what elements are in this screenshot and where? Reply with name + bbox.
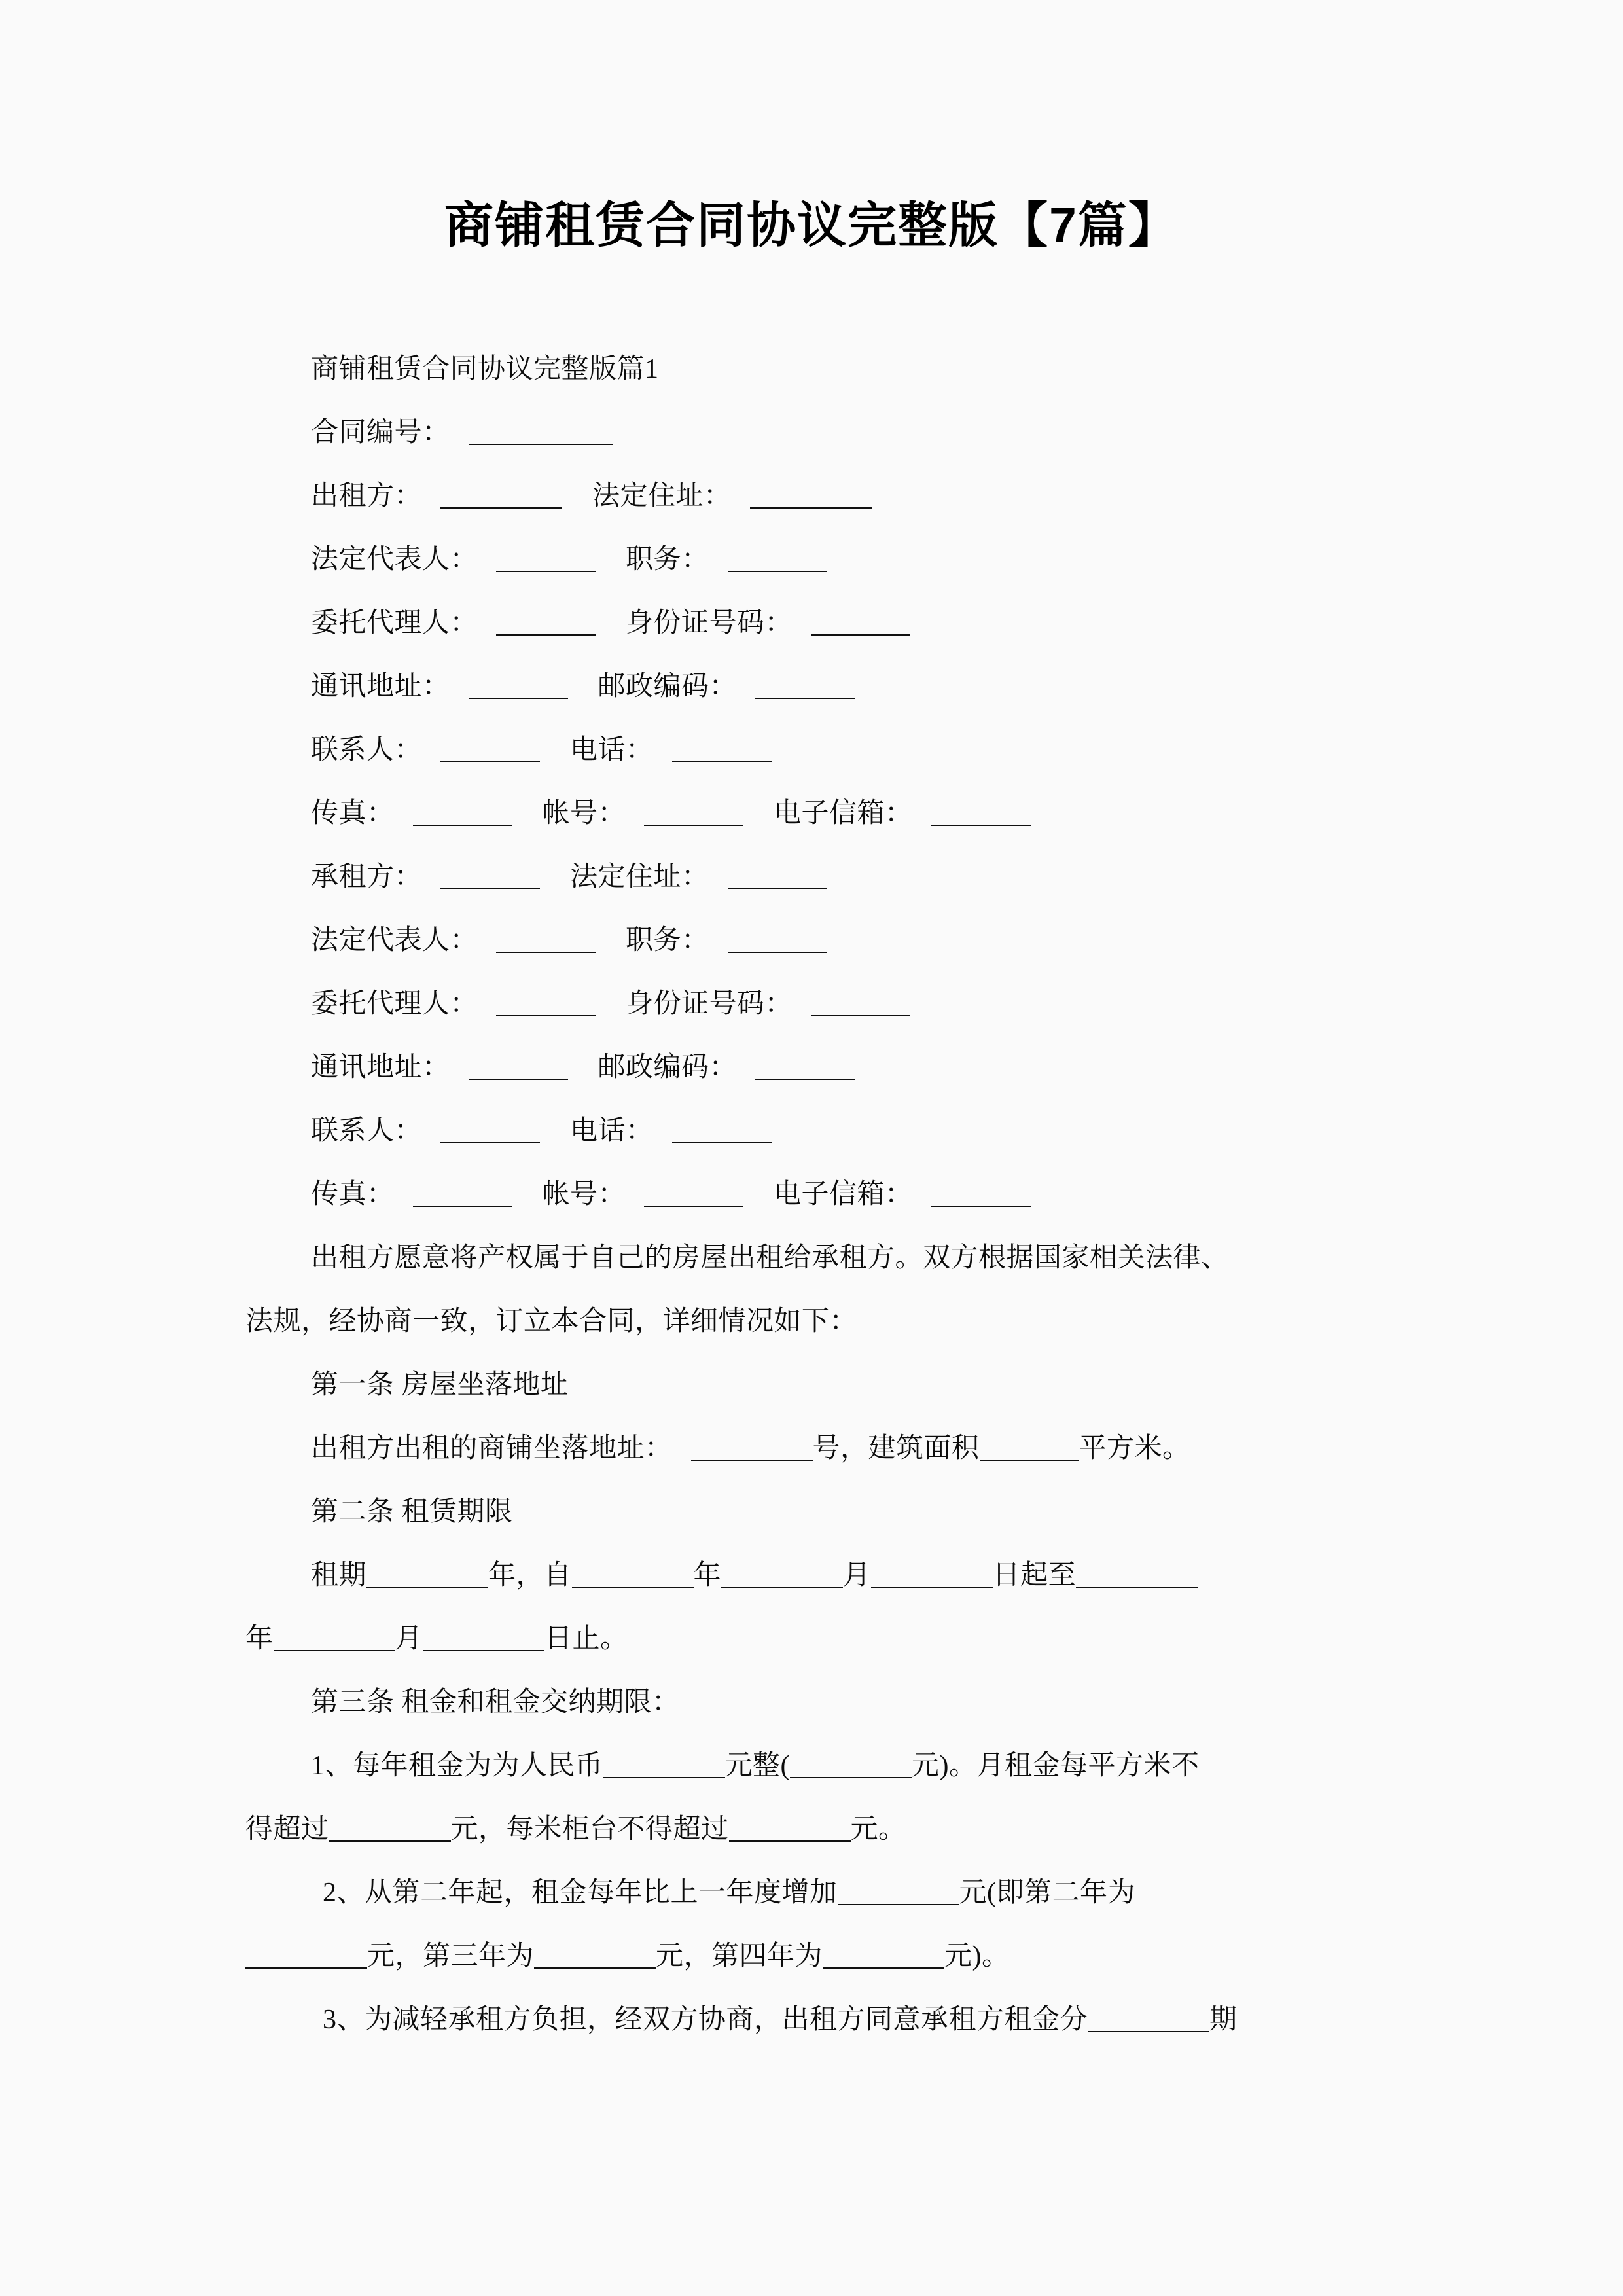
postal-code-label: 邮政编码： <box>597 672 738 702</box>
field-row-lessee-legal-rep <box>245 909 1384 973</box>
article-1-heading <box>245 1354 1384 1417</box>
article-2-text-h: 日止。 <box>544 1624 628 1654</box>
postal-address-label: 通讯地址： <box>311 672 450 702</box>
field-row-lessor-agent <box>245 592 1384 655</box>
id-number-label: 身份证号码： <box>626 608 793 638</box>
article-1-text-end: 平方米。 <box>1079 1433 1190 1463</box>
lessee-account-blank[interactable] <box>644 1186 743 1207</box>
fax-label: 传真： <box>311 798 395 829</box>
lessee-label: 承租方： <box>311 862 423 892</box>
article-1-text-pre: 出租方出租的商铺坐落地址： <box>311 1433 673 1463</box>
lessor-contact-blank[interactable] <box>440 742 540 762</box>
field-row-lessee <box>245 846 1384 909</box>
article-1-area-blank[interactable] <box>980 1440 1079 1461</box>
item-1-max-per-sqm-blank[interactable] <box>329 1821 451 1842</box>
field-row-lessor-contact <box>245 719 1384 782</box>
legal-representative-label: 法定代表人： <box>311 925 478 956</box>
article-1-address-blank[interactable] <box>691 1440 813 1461</box>
item-2-annual-increase-blank[interactable] <box>838 1884 959 1905</box>
lessee-id-number-blank[interactable] <box>811 996 910 1016</box>
lessor-agent-blank[interactable] <box>496 615 596 636</box>
field-row-lessee-contact <box>245 1100 1384 1163</box>
lessee-fax-blank[interactable] <box>413 1186 512 1207</box>
legal-address-label: 法定住址： <box>592 481 732 511</box>
article-1-heading-text: 第一条 房屋坐落地址 <box>311 1370 569 1400</box>
item-2-year3-amount-blank[interactable] <box>534 1948 656 1969</box>
article-2-term-years-blank[interactable] <box>366 1567 488 1588</box>
item-2-text-a: 2、从第二年起，租金每年比上一年度增加 <box>323 1878 838 1908</box>
lessor-account-blank[interactable] <box>644 805 743 826</box>
position-label: 职务： <box>626 925 709 956</box>
article-2-text-f: 年 <box>245 1624 274 1654</box>
article-2-text-b: 年，自 <box>488 1560 572 1590</box>
field-row-lessor-legal-rep <box>245 528 1384 592</box>
field-row-contract-number <box>245 401 1384 465</box>
document-body <box>245 338 1384 2052</box>
field-row-lessee-fax <box>245 1163 1384 1227</box>
item-2-text-d: 元，第四年为 <box>656 1941 823 1971</box>
contact-person-label: 联系人： <box>311 1116 423 1146</box>
lessee-blank[interactable] <box>440 869 540 889</box>
lessor-legal-rep-blank[interactable] <box>496 551 596 572</box>
lessor-legal-address-blank[interactable] <box>750 488 872 509</box>
legal-address-label: 法定住址： <box>570 862 709 892</box>
preamble-line-2 <box>245 1290 1384 1354</box>
lessee-postal-code-blank[interactable] <box>755 1059 855 1080</box>
article-2-end-day-blank[interactable] <box>423 1630 544 1651</box>
field-row-lessor <box>245 465 1384 528</box>
field-row-lessor-postal-address <box>245 655 1384 719</box>
article-3-heading <box>245 1671 1384 1734</box>
id-number-label: 身份证号码： <box>626 989 793 1019</box>
email-label: 电子信箱： <box>774 1179 913 1210</box>
item-1-annual-rent-blank[interactable] <box>603 1757 725 1778</box>
article-2-text-d: 月 <box>843 1560 871 1590</box>
lessor-id-number-blank[interactable] <box>811 615 910 636</box>
lessor-email-blank[interactable] <box>931 805 1031 826</box>
email-label: 电子信箱： <box>774 798 913 829</box>
position-label: 职务： <box>626 545 709 575</box>
article-3-item-1-line-1 <box>245 1734 1384 1798</box>
account-number-label: 帐号： <box>542 798 626 829</box>
telephone-label: 电话： <box>570 735 654 765</box>
lessor-postal-address-blank[interactable] <box>469 678 568 699</box>
contract-number-label: 合同编号： <box>311 418 450 448</box>
article-2-text-c: 年 <box>693 1560 722 1590</box>
article-1-body <box>245 1417 1384 1480</box>
section-heading <box>245 338 1384 401</box>
lessee-email-blank[interactable] <box>931 1186 1031 1207</box>
article-3-heading-text: 第三条 租金和租金交纳期限： <box>311 1687 680 1717</box>
item-1-text-a: 1、每年租金为为人民币 <box>311 1751 603 1781</box>
field-row-lessee-agent <box>245 973 1384 1036</box>
item-3-installments-blank[interactable] <box>1088 2011 1209 2032</box>
item-1-text-b: 元整( <box>724 1751 791 1781</box>
article-2-text-e: 日起至 <box>992 1560 1077 1590</box>
preamble-line-1 <box>245 1227 1384 1290</box>
article-2-end-year-blank[interactable] <box>1076 1567 1198 1588</box>
lessee-legal-rep-blank[interactable] <box>496 932 596 953</box>
article-3-item-3-line-1 <box>245 1988 1384 2052</box>
lessee-position-blank[interactable] <box>728 932 827 953</box>
legal-representative-label: 法定代表人： <box>311 545 478 575</box>
article-3-item-2-line-1 <box>245 1861 1384 1925</box>
item-3-text-b: 期 <box>1209 2005 1238 2035</box>
lessee-postal-address-blank[interactable] <box>469 1059 568 1080</box>
article-3-item-1-line-2 <box>245 1798 1384 1861</box>
article-2-end-month-blank[interactable] <box>274 1630 395 1651</box>
article-2-start-month-blank[interactable] <box>721 1567 843 1588</box>
article-3-item-2-line-2 <box>245 1925 1384 1988</box>
page-title: 商铺租赁合同协议完整版【7篇】 <box>444 198 1179 253</box>
item-1-annual-rent-figures-blank[interactable] <box>790 1757 912 1778</box>
lessee-legal-address-blank[interactable] <box>728 869 827 889</box>
postal-address-label: 通讯地址： <box>311 1052 450 1083</box>
article-2-heading <box>245 1480 1384 1544</box>
article-2-text-a: 租期 <box>311 1560 367 1590</box>
section-heading-text: 商铺租赁合同协议完整版篇1 <box>311 354 659 384</box>
item-3-text-a: 3、为减轻承租方负担，经双方协商，出租方同意承租方租金分 <box>323 2005 1088 2035</box>
field-row-lessor-fax <box>245 782 1384 846</box>
lessor-label: 出租方： <box>311 481 423 511</box>
lessor-fax-blank[interactable] <box>413 805 512 826</box>
lessee-telephone-blank[interactable] <box>672 1122 772 1143</box>
lessee-agent-blank[interactable] <box>496 996 596 1016</box>
lessee-contact-blank[interactable] <box>440 1122 540 1143</box>
article-2-start-year-blank[interactable] <box>572 1567 694 1588</box>
item-2-year4-amount-blank[interactable] <box>823 1948 944 1969</box>
item-1-text-e: 元，每米柜台不得超过 <box>450 1814 729 1844</box>
article-1-text-mid: 号，建筑面积 <box>812 1433 980 1463</box>
item-2-year2-amount-blank[interactable] <box>245 1948 367 1969</box>
preamble-text-1: 出租方愿意将产权属于自己的房屋出租给承租方。双方根据国家相关法律、 <box>311 1243 1229 1273</box>
fax-label: 传真： <box>311 1179 395 1210</box>
lessor-postal-code-blank[interactable] <box>755 678 855 699</box>
lessor-telephone-blank[interactable] <box>672 742 772 762</box>
authorized-agent-label: 委托代理人： <box>311 608 478 638</box>
lessor-blank[interactable] <box>440 488 562 509</box>
item-1-text-f: 元。 <box>850 1814 906 1844</box>
preamble-text-2: 法规，经协商一致，订立本合同，详细情况如下： <box>245 1306 858 1336</box>
field-row-lessee-postal-address <box>245 1036 1384 1100</box>
article-2-start-day-blank[interactable] <box>871 1567 993 1588</box>
item-2-text-b: 元(即第二年为 <box>959 1878 1136 1908</box>
account-number-label: 帐号： <box>542 1179 626 1210</box>
item-1-text-d: 得超过 <box>245 1814 329 1844</box>
contract-number-blank[interactable] <box>469 424 613 445</box>
item-1-max-per-meter-counter-blank[interactable] <box>729 1821 851 1842</box>
article-2-line-2 <box>245 1607 1384 1671</box>
article-2-line-1 <box>245 1544 1384 1607</box>
lessor-position-blank[interactable] <box>728 551 827 572</box>
contact-person-label: 联系人： <box>311 735 423 765</box>
postal-code-label: 邮政编码： <box>597 1052 738 1083</box>
item-2-text-c: 元，第三年为 <box>367 1941 535 1971</box>
item-2-text-e: 元)。 <box>944 1941 1010 1971</box>
telephone-label: 电话： <box>570 1116 654 1146</box>
authorized-agent-label: 委托代理人： <box>311 989 478 1019</box>
item-1-text-c: 元)。月租金每平方米不 <box>912 1751 1200 1781</box>
article-2-heading-text: 第二条 租赁期限 <box>311 1497 513 1527</box>
article-2-text-g: 月 <box>395 1624 423 1654</box>
